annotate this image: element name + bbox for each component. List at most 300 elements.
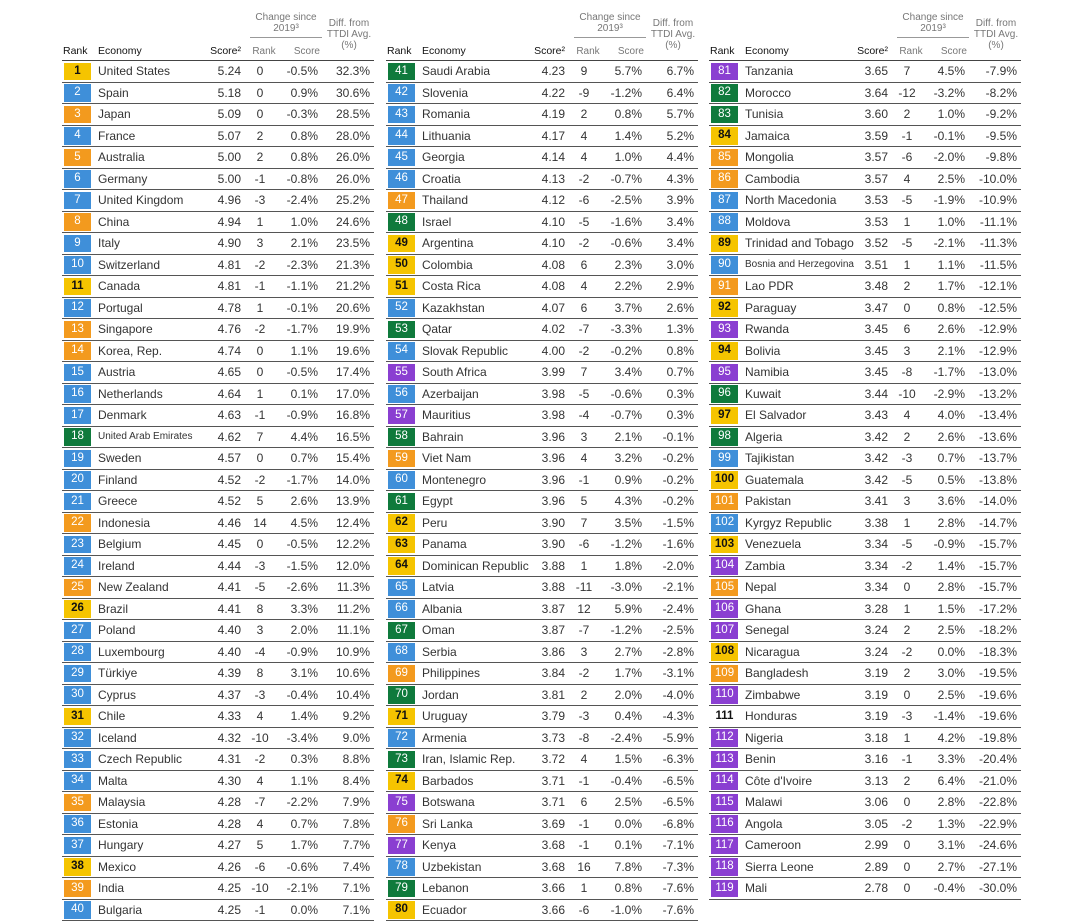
change-score-value: -0.5% xyxy=(278,61,318,82)
change-rank-value: -8 xyxy=(574,728,594,749)
diff-value: -7.3% xyxy=(644,857,694,878)
rank-badge: 82 xyxy=(711,84,738,102)
economy-name: Argentina xyxy=(422,233,473,254)
table-row xyxy=(386,878,698,900)
change-score-value: 2.5% xyxy=(925,169,965,190)
economy-name: Korea, Rep. xyxy=(98,341,162,362)
diff-value: 2.6% xyxy=(644,298,694,319)
change-rank-value: 2 xyxy=(897,104,917,125)
change-score-value: 0.7% xyxy=(278,448,318,469)
change-rank-value: -5 xyxy=(574,212,594,233)
change-score-value: 2.8% xyxy=(925,513,965,534)
score-value: 4.57 xyxy=(207,448,241,469)
change-rank-value: 6 xyxy=(574,255,594,276)
economy-name: Finland xyxy=(98,470,137,491)
diff-value: -2.0% xyxy=(644,556,694,577)
diff-value: 17.4% xyxy=(320,362,370,383)
diff-value: -2.1% xyxy=(644,577,694,598)
change-rank-value: -5 xyxy=(897,470,917,491)
rank-badge: 39 xyxy=(64,880,91,898)
economy-name: Armenia xyxy=(422,728,467,749)
rank-badge: 42 xyxy=(388,84,415,102)
score-value: 4.19 xyxy=(531,104,565,125)
change-score-value: 4.3% xyxy=(602,491,642,512)
economy-name: Tanzania xyxy=(745,61,793,82)
score-value: 3.51 xyxy=(854,255,888,276)
table-row xyxy=(386,534,698,556)
diff-value: 16.5% xyxy=(320,427,370,448)
table-row xyxy=(386,83,698,105)
change-score-value: 4.0% xyxy=(925,405,965,426)
diff-value: 3.9% xyxy=(644,190,694,211)
change-rank-value: 12 xyxy=(574,599,594,620)
change-rank-value: 6 xyxy=(574,298,594,319)
diff-value: -2.4% xyxy=(644,599,694,620)
rank-badge: 17 xyxy=(64,407,91,425)
change-rank-header: Rank xyxy=(897,46,925,57)
diff-value: 28.0% xyxy=(320,126,370,147)
change-score-value: -2.2% xyxy=(278,792,318,813)
rank-badge: 94 xyxy=(711,342,738,360)
change-score-value: -3.2% xyxy=(925,83,965,104)
score-value: 3.42 xyxy=(854,448,888,469)
economy-name: France xyxy=(98,126,135,147)
table-panel xyxy=(386,8,698,921)
change-rank-value: 0 xyxy=(250,61,270,82)
rank-badge: 20 xyxy=(64,471,91,489)
score-value: 3.44 xyxy=(854,384,888,405)
rank-badge: 87 xyxy=(711,192,738,210)
economy-name: Saudi Arabia xyxy=(422,61,490,82)
rank-badge: 114 xyxy=(711,772,738,790)
change-score-header: Score xyxy=(931,46,967,57)
economy-name: Panama xyxy=(422,534,467,555)
change-rank-value: 0 xyxy=(897,685,917,706)
change-rank-value: -5 xyxy=(897,534,917,555)
score-value: 3.99 xyxy=(531,362,565,383)
change-rank-value: 14 xyxy=(250,513,270,534)
change-score-value: -0.9% xyxy=(278,405,318,426)
table-row xyxy=(386,298,698,320)
change-score-value: 1.8% xyxy=(602,556,642,577)
diff-value: 3.4% xyxy=(644,233,694,254)
economy-name: Bulgaria xyxy=(98,900,142,921)
rank-badge: 34 xyxy=(64,772,91,790)
change-rank-value: -9 xyxy=(574,83,594,104)
diff-value: -10.0% xyxy=(967,169,1017,190)
change-score-value: 1.4% xyxy=(925,556,965,577)
change-score-value: 1.7% xyxy=(602,663,642,684)
rank-badge: 60 xyxy=(388,471,415,489)
change-rank-value: -2 xyxy=(250,255,270,276)
score-value: 3.81 xyxy=(531,685,565,706)
score-value: 2.99 xyxy=(854,835,888,856)
economy-name: Azerbaijan xyxy=(422,384,479,405)
table-row xyxy=(386,620,698,642)
table-row xyxy=(62,835,374,857)
economy-name: Namibia xyxy=(745,362,789,383)
diff-value: 0.3% xyxy=(644,384,694,405)
change-rank-value: 1 xyxy=(897,255,917,276)
change-rank-value: 1 xyxy=(250,384,270,405)
economy-name: Egypt xyxy=(422,491,453,512)
diff-value: 16.8% xyxy=(320,405,370,426)
change-rank-value: 1 xyxy=(897,513,917,534)
score-value: 3.57 xyxy=(854,147,888,168)
score-value: 3.24 xyxy=(854,642,888,663)
change-rank-value: -10 xyxy=(250,728,270,749)
table-row xyxy=(386,556,698,578)
table-row xyxy=(386,491,698,513)
economy-name: Tajikistan xyxy=(745,448,794,469)
change-score-value: -0.5% xyxy=(278,534,318,555)
diff-value: 32.3% xyxy=(320,61,370,82)
change-rank-value: 1 xyxy=(897,599,917,620)
change-rank-value: -2 xyxy=(250,749,270,770)
change-rank-value: -2 xyxy=(574,233,594,254)
diff-value: -6.5% xyxy=(644,792,694,813)
rank-badge: 47 xyxy=(388,192,415,210)
change-score-value: 2.2% xyxy=(602,276,642,297)
change-score-value: -1.4% xyxy=(925,706,965,727)
economy-name: Pakistan xyxy=(745,491,791,512)
rank-badge: 102 xyxy=(711,514,738,532)
score-value: 3.60 xyxy=(854,104,888,125)
table-row xyxy=(386,405,698,427)
change-group-underline xyxy=(897,37,969,38)
table-body xyxy=(62,60,374,921)
diff-value: -3.1% xyxy=(644,663,694,684)
table-row xyxy=(709,491,1021,513)
score-value: 3.13 xyxy=(854,771,888,792)
rank-badge: 78 xyxy=(388,858,415,876)
rank-badge: 44 xyxy=(388,127,415,145)
rank-badge: 11 xyxy=(64,278,91,296)
diff-value: 6.7% xyxy=(644,61,694,82)
rank-badge: 61 xyxy=(388,493,415,511)
change-rank-value: -6 xyxy=(574,190,594,211)
diff-value: 7.1% xyxy=(320,878,370,899)
change-rank-value: -1 xyxy=(897,126,917,147)
rank-badge: 6 xyxy=(64,170,91,188)
change-score-value: 2.6% xyxy=(925,319,965,340)
change-score-value: 0.8% xyxy=(278,147,318,168)
economy-name: Albania xyxy=(422,599,462,620)
rank-badge: 8 xyxy=(64,213,91,231)
change-rank-value: -1 xyxy=(250,169,270,190)
change-rank-value: -3 xyxy=(574,706,594,727)
change-score-value: -1.1% xyxy=(278,276,318,297)
economy-name: El Salvador xyxy=(745,405,806,426)
score-value: 2.78 xyxy=(854,878,888,899)
economy-name: Moldova xyxy=(745,212,790,233)
table-row xyxy=(62,685,374,707)
table-body xyxy=(709,60,1021,900)
diff-value: -13.0% xyxy=(967,362,1017,383)
diff-value: -14.0% xyxy=(967,491,1017,512)
table-row xyxy=(386,470,698,492)
score-value: 3.05 xyxy=(854,814,888,835)
change-rank-value: -5 xyxy=(897,190,917,211)
score-value: 3.34 xyxy=(854,556,888,577)
table-row xyxy=(709,276,1021,298)
diff-value: 5.2% xyxy=(644,126,694,147)
rank-badge: 64 xyxy=(388,557,415,575)
table-row xyxy=(709,556,1021,578)
diff-value: -15.7% xyxy=(967,534,1017,555)
table-row xyxy=(709,663,1021,685)
score-value: 3.87 xyxy=(531,620,565,641)
score-value: 3.72 xyxy=(531,749,565,770)
economy-name: Barbados xyxy=(422,771,473,792)
change-rank-value: 7 xyxy=(250,427,270,448)
change-rank-value: -7 xyxy=(574,620,594,641)
rank-badge: 96 xyxy=(711,385,738,403)
economy-name: Cyprus xyxy=(98,685,136,706)
economy-name: Bolivia xyxy=(745,341,780,362)
economy-name: South Africa xyxy=(422,362,487,383)
diff-value: 20.6% xyxy=(320,298,370,319)
score-value: 3.57 xyxy=(854,169,888,190)
rank-badge: 52 xyxy=(388,299,415,317)
rank-badge: 81 xyxy=(711,63,738,81)
change-score-value: 2.3% xyxy=(602,255,642,276)
table-row xyxy=(62,427,374,449)
table-panel xyxy=(709,8,1021,900)
diff-value: -27.1% xyxy=(967,857,1017,878)
rank-badge: 86 xyxy=(711,170,738,188)
rank-badge: 2 xyxy=(64,84,91,102)
rank-badge: 28 xyxy=(64,643,91,661)
change-rank-value: -1 xyxy=(250,900,270,921)
change-rank-value: -4 xyxy=(574,405,594,426)
change-score-value: 5.7% xyxy=(602,61,642,82)
change-rank-value: -2 xyxy=(897,642,917,663)
change-rank-value: 7 xyxy=(574,513,594,534)
score-value: 3.45 xyxy=(854,341,888,362)
table-header xyxy=(709,8,1021,60)
change-rank-value: 4 xyxy=(897,169,917,190)
table-row xyxy=(62,771,374,793)
table-row xyxy=(62,341,374,363)
rank-badge: 79 xyxy=(388,880,415,898)
change-score-value: 1.0% xyxy=(278,212,318,233)
table-row xyxy=(62,728,374,750)
change-rank-value: 1 xyxy=(250,298,270,319)
economy-name: Uzbekistan xyxy=(422,857,481,878)
rank-badge: 55 xyxy=(388,364,415,382)
change-rank-value: -10 xyxy=(250,878,270,899)
table-row xyxy=(386,126,698,148)
change-rank-value: -6 xyxy=(897,147,917,168)
score-value: 3.66 xyxy=(531,900,565,921)
change-rank-value: -2 xyxy=(574,663,594,684)
score-value: 4.26 xyxy=(207,857,241,878)
score-value: 3.47 xyxy=(854,298,888,319)
rank-badge: 105 xyxy=(711,579,738,597)
table-row xyxy=(709,749,1021,771)
diff-value: 2.9% xyxy=(644,276,694,297)
diff-value: 3.0% xyxy=(644,255,694,276)
table-row xyxy=(386,835,698,857)
change-rank-value: -2 xyxy=(250,470,270,491)
table-row xyxy=(62,233,374,255)
change-score-value: 2.5% xyxy=(925,685,965,706)
change-rank-value: 0 xyxy=(897,792,917,813)
change-score-value: -1.2% xyxy=(602,83,642,104)
score-value: 4.08 xyxy=(531,255,565,276)
economy-name: Iceland xyxy=(98,728,137,749)
score-value: 3.45 xyxy=(854,319,888,340)
diff-value: -0.2% xyxy=(644,491,694,512)
score-value: 4.32 xyxy=(207,728,241,749)
rank-badge: 104 xyxy=(711,557,738,575)
change-rank-value: -6 xyxy=(574,534,594,555)
rank-badge: 90 xyxy=(711,256,738,274)
diff-value: 3.4% xyxy=(644,212,694,233)
economy-name: Luxembourg xyxy=(98,642,165,663)
change-rank-value: 3 xyxy=(250,233,270,254)
rank-badge: 36 xyxy=(64,815,91,833)
economy-name: Germany xyxy=(98,169,147,190)
change-rank-value: 3 xyxy=(574,427,594,448)
change-score-value: -1.2% xyxy=(602,534,642,555)
change-rank-value: -1 xyxy=(250,405,270,426)
rank-badge: 12 xyxy=(64,299,91,317)
rank-badge: 38 xyxy=(64,858,91,876)
diff-value: -12.9% xyxy=(967,341,1017,362)
score-value: 3.68 xyxy=(531,857,565,878)
diff-value: 7.1% xyxy=(320,900,370,921)
change-rank-value: 4 xyxy=(574,276,594,297)
diff-value: -2.5% xyxy=(644,620,694,641)
change-score-value: -0.8% xyxy=(278,169,318,190)
rank-badge: 107 xyxy=(711,622,738,640)
score-value: 3.53 xyxy=(854,212,888,233)
rank-badge: 95 xyxy=(711,364,738,382)
change-score-value: 2.8% xyxy=(925,577,965,598)
change-group-header: Change since 2019³ xyxy=(252,12,320,34)
score-value: 3.42 xyxy=(854,470,888,491)
diff-header: Diff. from TTDI Avg. (%) xyxy=(324,18,374,51)
table-row xyxy=(709,599,1021,621)
change-rank-value: 3 xyxy=(250,620,270,641)
rank-badge: 43 xyxy=(388,106,415,124)
table-row xyxy=(62,749,374,771)
rank-badge: 85 xyxy=(711,149,738,167)
rank-badge: 110 xyxy=(711,686,738,704)
diff-header: Diff. from TTDI Avg. (%) xyxy=(648,18,698,51)
economy-name: Nigeria xyxy=(745,728,783,749)
change-rank-value: 1 xyxy=(574,878,594,899)
table-row xyxy=(386,190,698,212)
score-value: 3.53 xyxy=(854,190,888,211)
rank-badge: 19 xyxy=(64,450,91,468)
change-score-value: 1.0% xyxy=(925,212,965,233)
change-score-value: 0.7% xyxy=(925,448,965,469)
score-value: 3.79 xyxy=(531,706,565,727)
table-row xyxy=(386,663,698,685)
score-value: 4.62 xyxy=(207,427,241,448)
table-row xyxy=(386,900,698,921)
change-score-value: 1.1% xyxy=(925,255,965,276)
diff-value: 25.2% xyxy=(320,190,370,211)
diff-value: -6.5% xyxy=(644,771,694,792)
economy-name: United States xyxy=(98,61,170,82)
score-value: 5.00 xyxy=(207,169,241,190)
change-rank-value: -1 xyxy=(574,835,594,856)
economy-name: Morocco xyxy=(745,83,791,104)
economy-name: New Zealand xyxy=(98,577,169,598)
economy-name: Botswana xyxy=(422,792,475,813)
table-row xyxy=(386,792,698,814)
score-value: 4.02 xyxy=(531,319,565,340)
change-rank-value: 0 xyxy=(250,104,270,125)
change-score-value: -0.1% xyxy=(278,298,318,319)
score-value: 4.40 xyxy=(207,620,241,641)
score-value: 3.45 xyxy=(854,362,888,383)
table-row xyxy=(62,147,374,169)
change-rank-value: 0 xyxy=(897,835,917,856)
economy-name: Uruguay xyxy=(422,706,467,727)
change-score-value: 2.5% xyxy=(925,620,965,641)
diff-value: 9.0% xyxy=(320,728,370,749)
change-score-value: 1.4% xyxy=(602,126,642,147)
change-rank-value: -3 xyxy=(250,556,270,577)
diff-value: -7.6% xyxy=(644,900,694,921)
change-score-value: 2.8% xyxy=(925,792,965,813)
change-score-value: 4.4% xyxy=(278,427,318,448)
economy-name: Mauritius xyxy=(422,405,471,426)
score-value: 4.30 xyxy=(207,771,241,792)
score-value: 4.07 xyxy=(531,298,565,319)
diff-value: -21.0% xyxy=(967,771,1017,792)
score-value: 3.64 xyxy=(854,83,888,104)
score-value: 3.19 xyxy=(854,706,888,727)
table-row xyxy=(709,405,1021,427)
diff-value: -7.1% xyxy=(644,835,694,856)
change-rank-value: 1 xyxy=(574,556,594,577)
table-row xyxy=(709,448,1021,470)
table-row xyxy=(62,126,374,148)
table-row xyxy=(709,857,1021,879)
change-score-value: 2.1% xyxy=(602,427,642,448)
economy-name: Denmark xyxy=(98,405,147,426)
rank-badge: 23 xyxy=(64,536,91,554)
rank-badge: 98 xyxy=(711,428,738,446)
rank-badge: 15 xyxy=(64,364,91,382)
economy-name: Zambia xyxy=(745,556,785,577)
diff-value: 4.4% xyxy=(644,147,694,168)
diff-value: -11.3% xyxy=(967,233,1017,254)
economy-name: Indonesia xyxy=(98,513,150,534)
change-score-value: -2.1% xyxy=(925,233,965,254)
table-row xyxy=(386,642,698,664)
rank-badge: 7 xyxy=(64,192,91,210)
diff-value: -1.5% xyxy=(644,513,694,534)
change-group-underline xyxy=(574,37,646,38)
economy-name: Colombia xyxy=(422,255,473,276)
rank-badge: 30 xyxy=(64,686,91,704)
table-row xyxy=(709,470,1021,492)
diff-value: 8.4% xyxy=(320,771,370,792)
change-score-value: -2.0% xyxy=(925,147,965,168)
rank-badge: 9 xyxy=(64,235,91,253)
change-rank-value: 2 xyxy=(897,663,917,684)
rank-badge: 117 xyxy=(711,837,738,855)
economy-name: Portugal xyxy=(98,298,143,319)
change-score-value: -1.0% xyxy=(602,900,642,921)
